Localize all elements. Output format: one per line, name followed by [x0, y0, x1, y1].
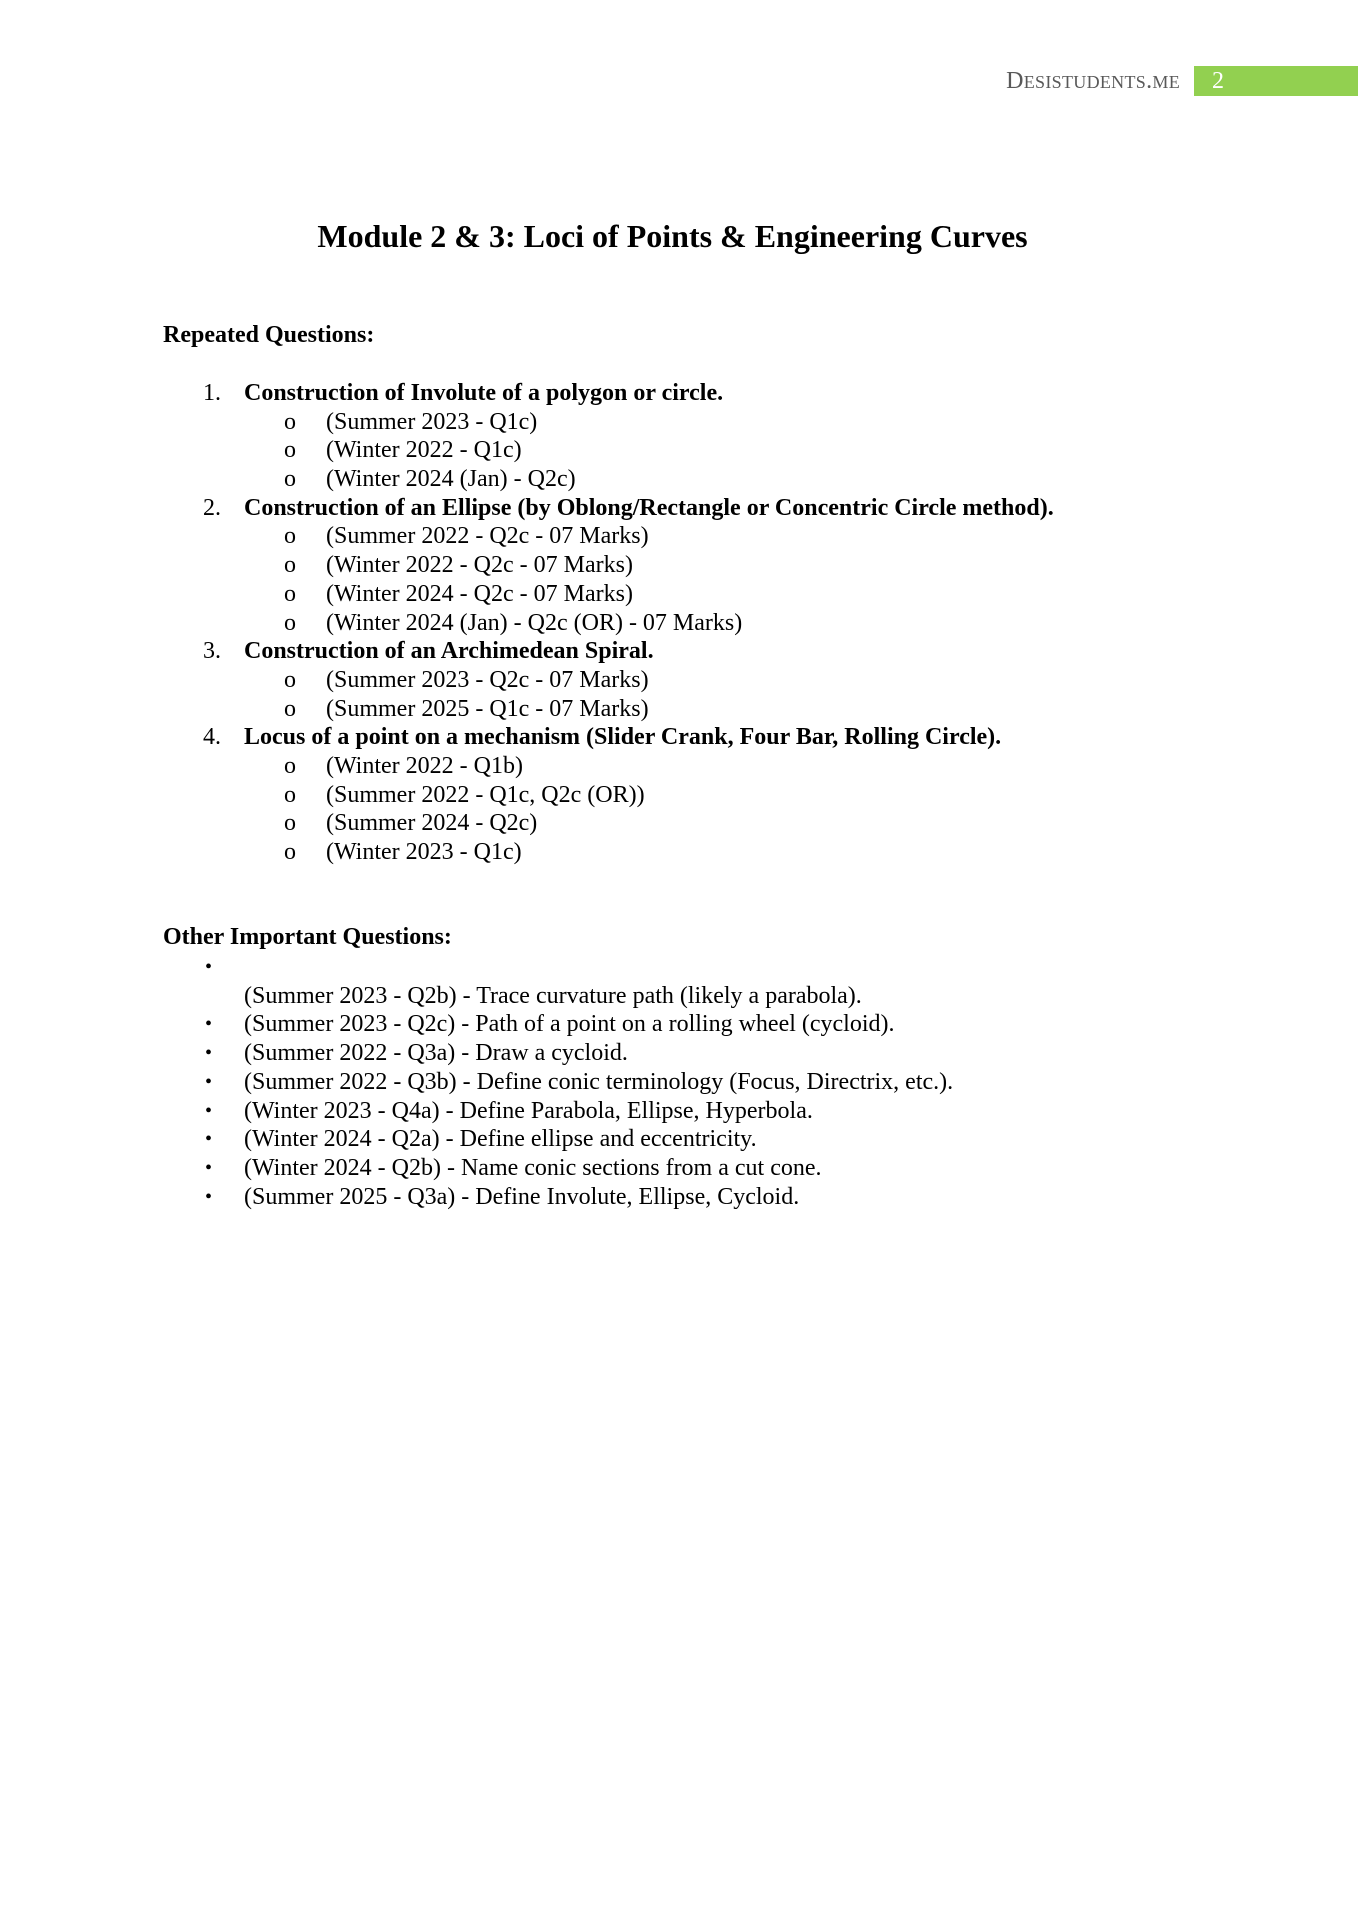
other-questions-list	[0, 953, 953, 1211]
bullet-icon: •	[205, 1156, 213, 1179]
question-item	[0, 723, 1054, 752]
list-item-text: (Summer 2022 - Q3a) - Draw a cycloid.	[244, 1040, 628, 1067]
list-item	[0, 1068, 953, 1097]
reference-text: (Summer 2023 - Q1c)	[326, 408, 538, 435]
page-header	[1006, 66, 1358, 96]
list-item	[0, 1097, 953, 1126]
site-name-dot: .	[1146, 67, 1153, 94]
repeated-questions-heading: Repeated Questions:	[163, 322, 375, 348]
circle-bullet-icon: o	[284, 408, 296, 435]
circle-bullet-icon: o	[284, 695, 296, 722]
list-item	[0, 1154, 953, 1183]
reference-item	[0, 838, 1054, 867]
list-item	[0, 1125, 953, 1154]
circle-bullet-icon: o	[284, 839, 296, 865]
other-questions-heading: Other Important Questions:	[163, 924, 452, 950]
list-item	[0, 1183, 953, 1212]
circle-bullet-icon: o	[284, 437, 296, 464]
document-title: Module 2 & 3: Loci of Points & Engineering Curves	[317, 218, 1028, 254]
reference-text: (Winter 2022 - Q1c)	[326, 437, 522, 464]
list-item-text: (Summer 2025 - Q3a) - Define Involute, Ellipse, Cycloid.	[244, 1183, 800, 1210]
list-item-text: (Summer 2023 - Q2b) - Trace curvature path (likely a parabola).	[244, 982, 862, 1009]
circle-bullet-icon: o	[284, 752, 296, 779]
reference-item	[0, 752, 1054, 781]
question-item	[0, 494, 1054, 523]
reference-item	[0, 436, 1054, 465]
reference-item	[0, 609, 1054, 638]
reference-text: (Summer 2024 - Q2c)	[326, 810, 538, 837]
circle-bullet-icon: o	[284, 781, 296, 808]
reference-item	[0, 551, 1054, 580]
item-text: Construction of an Ellipse (by Oblong/Rectangle or Concentric Circle method).	[244, 494, 1054, 521]
bullet-icon: •	[205, 1070, 213, 1093]
list-item-text: (Winter 2024 - Q2b) - Name conic sections from a cut cone.	[244, 1154, 822, 1181]
repeated-questions-list	[0, 379, 1054, 867]
reference-item	[0, 522, 1054, 551]
list-item-text: (Winter 2023 - Q4a) - Define Parabola, Ellipse, Hyperbola.	[244, 1097, 813, 1124]
circle-bullet-icon: o	[284, 466, 296, 493]
reference-text: (Winter 2024 (Jan) - Q2c (OR) - 07 Marks)	[326, 609, 743, 636]
list-item-text: (Summer 2023 - Q2c) - Path of a point on a rolling wheel (cycloid).	[244, 1011, 895, 1038]
site-name-tld: ME	[1152, 71, 1180, 92]
circle-bullet-icon: o	[284, 810, 296, 837]
reference-item	[0, 666, 1054, 695]
reference-text: (Summer 2025 - Q1c - 07 Marks)	[326, 695, 649, 722]
page-number-badge: 2	[1194, 66, 1358, 96]
bullet-icon: •	[205, 956, 213, 978]
bullet-icon: •	[205, 1013, 213, 1036]
item-text: Locus of a point on a mechanism (Slider Crank, Four Bar, Rolling Circle).	[244, 724, 1002, 751]
site-name	[1006, 66, 1180, 97]
circle-bullet-icon: o	[284, 552, 296, 579]
reference-item	[0, 809, 1054, 838]
bullet-icon: •	[205, 1128, 213, 1151]
item-number: 2.	[203, 494, 221, 521]
reference-item	[0, 695, 1054, 724]
reference-text: (Winter 2022 - Q2c - 07 Marks)	[326, 552, 633, 579]
reference-text: (Summer 2022 - Q2c - 07 Marks)	[326, 523, 649, 550]
bullet-icon: •	[205, 1042, 213, 1065]
reference-item	[0, 465, 1054, 494]
bullet-icon: •	[205, 1185, 213, 1208]
list-item-text: (Summer 2022 - Q3b) - Define conic terminology (Focus, Directrix, etc.).	[244, 1068, 954, 1095]
item-text: Construction of Involute of a polygon or circle.	[244, 380, 724, 406]
circle-bullet-icon: o	[284, 666, 296, 693]
reference-text: (Summer 2023 - Q2c - 07 Marks)	[326, 666, 649, 693]
reference-text: (Winter 2023 - Q1c)	[326, 839, 522, 865]
question-item	[0, 379, 1054, 408]
site-name-initial: D	[1006, 67, 1024, 94]
circle-bullet-icon: o	[284, 580, 296, 607]
reference-item	[0, 781, 1054, 810]
item-number: 4.	[203, 724, 221, 751]
list-item	[0, 953, 953, 1010]
item-number: 1.	[203, 380, 221, 406]
list-item	[0, 1010, 953, 1039]
circle-bullet-icon: o	[284, 523, 296, 550]
bullet-icon: •	[205, 1099, 213, 1122]
site-name-rest: ESISTUDENTS	[1023, 71, 1147, 92]
reference-item	[0, 580, 1054, 609]
reference-item	[0, 408, 1054, 437]
reference-text: (Winter 2024 - Q2c - 07 Marks)	[326, 580, 633, 607]
reference-text: (Winter 2024 (Jan) - Q2c)	[326, 466, 576, 493]
circle-bullet-icon: o	[284, 609, 296, 636]
item-number: 3.	[203, 638, 221, 665]
item-text: Construction of an Archimedean Spiral.	[244, 638, 654, 665]
reference-text: (Summer 2022 - Q1c, Q2c (OR))	[326, 781, 645, 808]
list-item	[0, 1039, 953, 1068]
list-item-text: (Winter 2024 - Q2a) - Define ellipse and eccentricity.	[244, 1126, 757, 1153]
question-item	[0, 637, 1054, 666]
reference-text: (Winter 2022 - Q1b)	[326, 752, 523, 779]
